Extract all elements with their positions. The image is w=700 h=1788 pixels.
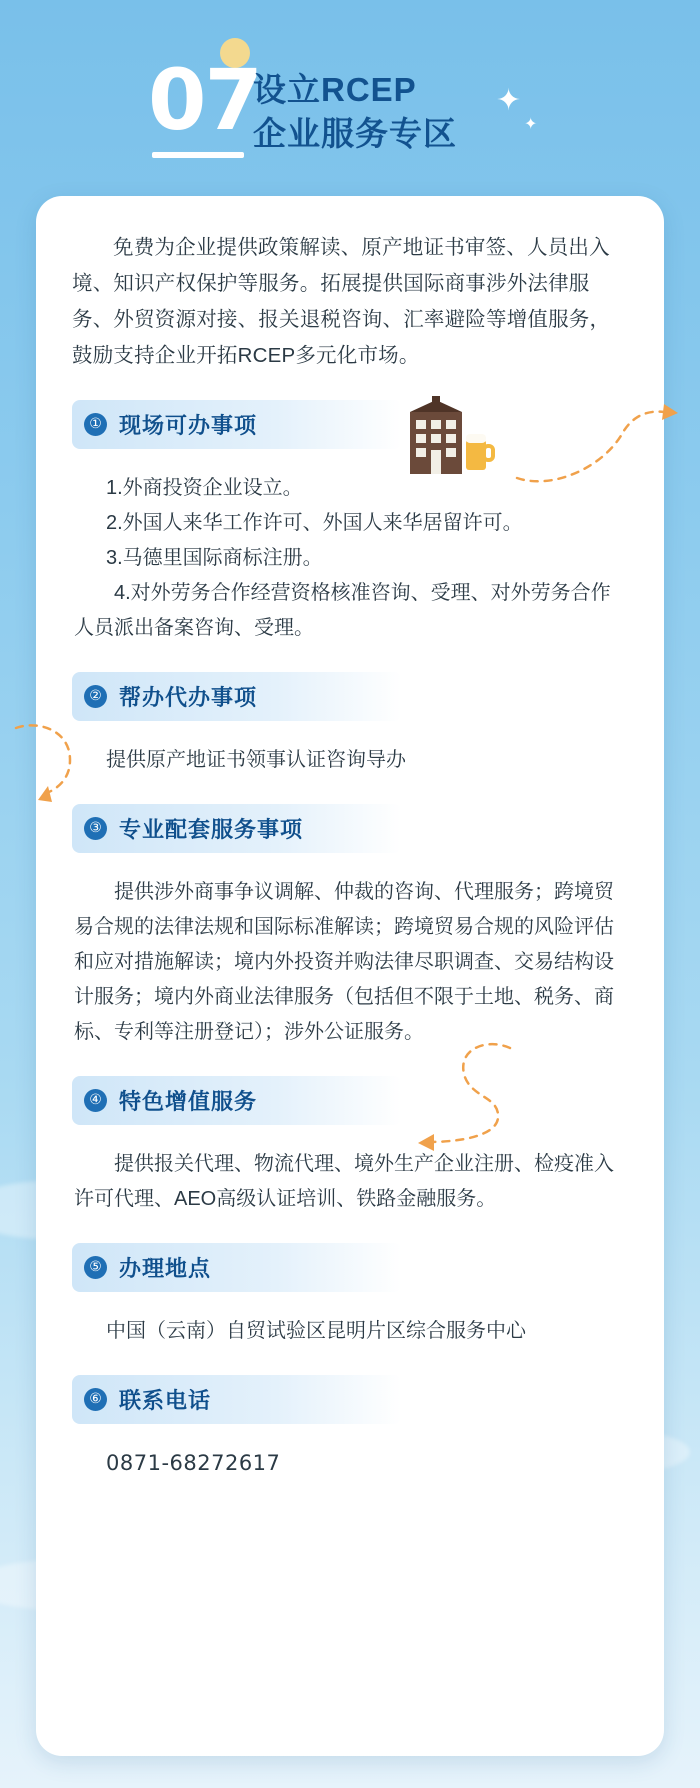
list-item: 3.马德里国际商标注册。 xyxy=(106,547,323,569)
section-title-5: 办理地点 xyxy=(119,1256,212,1281)
content-card xyxy=(36,196,664,1756)
number-underline xyxy=(152,152,244,158)
sparkle-icon: ✦ ✦ xyxy=(496,84,538,133)
page-title-line-1: 设立RCEP xyxy=(253,71,417,108)
section-header-1 xyxy=(72,400,402,449)
section-title-3: 专业配套服务事项 xyxy=(119,817,304,842)
section-header-5 xyxy=(72,1243,402,1292)
section-paragraph-4: 提供报关代理、物流代理、境外生产企业注册、检疫准入许可代理、AEO高级认证培训、铁路金融服务。 xyxy=(74,1153,614,1210)
section-title-2: 帮办代办事项 xyxy=(119,685,258,710)
section-badge-4: ④ xyxy=(84,1089,107,1112)
section-badge-6: ⑥ xyxy=(84,1388,107,1411)
section-header-6 xyxy=(72,1375,402,1424)
list-item: 2.外国人来华工作许可、外国人来华居留许可。 xyxy=(106,512,523,534)
section-badge-5: ⑤ xyxy=(84,1256,107,1279)
intro-paragraph: 免费为企业提供政策解读、原产地证书审签、人员出入境、知识产权保护等服务。拓展提供国际商事涉外法律服务、外贸资源对接、报关退税咨询、汇率避险等增值服务，鼓励支持企业开拓RCEP多元化市场。 xyxy=(72,236,611,367)
section-number: 07 xyxy=(148,51,261,149)
section-paragraph-2: 提供原产地证书领事认证咨询导办 xyxy=(106,749,406,771)
section-title-1: 现场可办事项 xyxy=(119,413,258,438)
section-number-block xyxy=(148,51,261,158)
section-badge-2: ② xyxy=(84,685,107,708)
poster-header xyxy=(0,0,700,190)
page-title-line-2: 企业服务专区 xyxy=(253,115,457,152)
contact-phone: 0871-68272617 xyxy=(106,1451,281,1475)
service-location: 中国（云南）自贸试验区昆明片区综合服务中心 xyxy=(106,1320,526,1342)
section-paragraph-3: 提供涉外商事争议调解、仲裁的咨询、代理服务；跨境贸易合规的法律法规和国际标准解读；跨境贸易合规的风险评估和应对措施解读；境内外投资并购法律尽职调查、交易结构设计服务；境内外商业法律服务（包括但不限于土地、税务、商标、专利等注册登记）；涉外公证服务。 xyxy=(74,881,614,1043)
section-header-4 xyxy=(72,1076,402,1125)
section-title-4: 特色增值服务 xyxy=(119,1089,258,1114)
section-paragraph-1: 4.对外劳务合作经营资格核准咨询、受理、对外劳务合作人员派出备案咨询、受理。 xyxy=(74,582,611,639)
list-item: 1.外商投资企业设立。 xyxy=(106,477,303,499)
page-title xyxy=(253,68,457,156)
section-title-6: 联系电话 xyxy=(119,1388,212,1413)
section-header-2 xyxy=(72,672,402,721)
section-badge-3: ③ xyxy=(84,817,107,840)
section-header-3 xyxy=(72,804,402,853)
section-badge-1: ① xyxy=(84,413,107,436)
